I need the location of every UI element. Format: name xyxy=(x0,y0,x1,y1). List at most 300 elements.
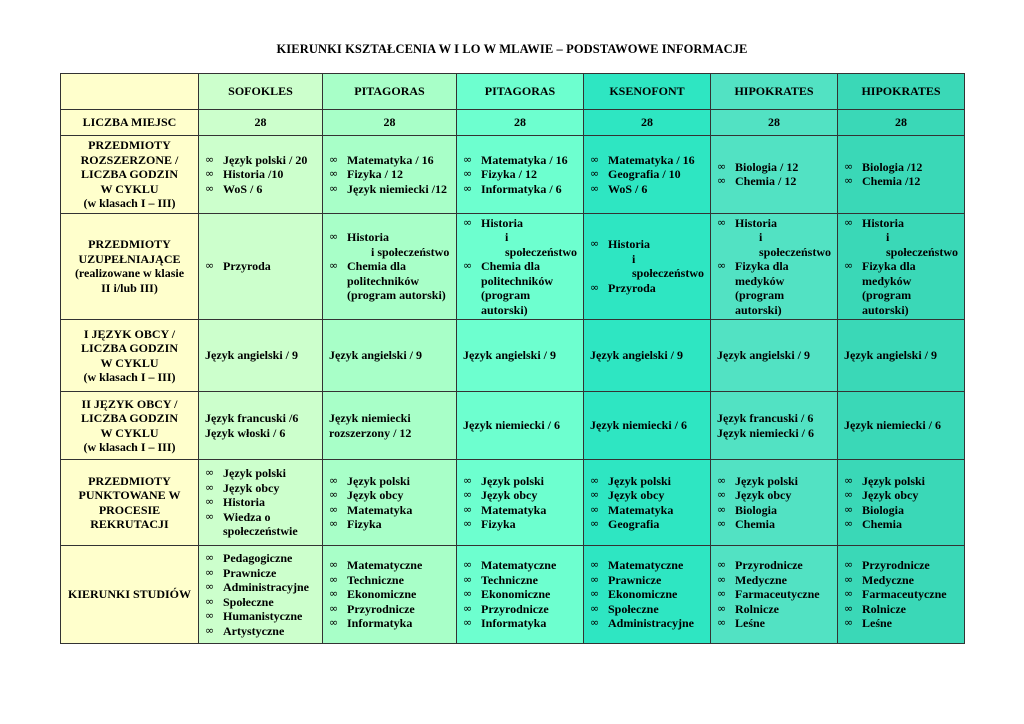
table-cell xyxy=(199,392,323,460)
bullet-icon: ∞ xyxy=(329,152,339,166)
text-line: rozszerzony / 12 xyxy=(329,425,412,440)
bullet-list xyxy=(717,474,831,532)
table-cell xyxy=(323,546,457,644)
list-item xyxy=(463,182,577,197)
bullet-icon: ∞ xyxy=(590,473,600,487)
bullet-icon: ∞ xyxy=(590,558,600,572)
bullet-icon: ∞ xyxy=(329,587,339,601)
list-item xyxy=(590,488,704,503)
bullet-icon: ∞ xyxy=(329,601,339,615)
list-item xyxy=(717,474,831,489)
bullet-icon: ∞ xyxy=(329,473,339,487)
list-item xyxy=(844,587,958,602)
list-item xyxy=(205,510,316,539)
bullet-icon: ∞ xyxy=(717,174,727,188)
bullet-list xyxy=(205,466,316,539)
text-line: Język obcy xyxy=(862,488,919,502)
list-item xyxy=(590,153,704,168)
text-line: Język polski xyxy=(223,466,287,481)
list-item-text: Przyrodnicze xyxy=(862,558,930,573)
list-item xyxy=(205,609,316,624)
text-line: (w klasach I – III) xyxy=(83,196,176,210)
bullet-icon: ∞ xyxy=(205,623,215,637)
table-cell xyxy=(711,546,838,644)
text-line: Język angielski / 9 xyxy=(590,348,684,363)
list-item-text: Pedagogiczne xyxy=(223,551,293,565)
text-line: Język niemiecki / 6 xyxy=(463,418,560,433)
bullet-icon: ∞ xyxy=(717,587,727,601)
text-line: REKRUTACJI xyxy=(90,517,169,531)
bullet-icon: ∞ xyxy=(717,616,727,630)
bullet-list xyxy=(844,474,958,532)
bullet-icon: ∞ xyxy=(329,517,339,530)
text-line: (w klasach I – III) xyxy=(83,370,176,384)
list-item-text: Przyrodnicze xyxy=(735,558,803,573)
bullet-list xyxy=(844,160,958,189)
text-line: Chemia xyxy=(735,517,775,531)
list-item xyxy=(329,616,450,631)
list-item xyxy=(844,602,958,617)
list-item-text: Społeczne xyxy=(608,601,659,616)
bullet-icon: ∞ xyxy=(205,167,215,180)
text-line: Historia xyxy=(862,215,904,230)
list-item-text: Historia /10 xyxy=(223,167,284,181)
list-item xyxy=(590,503,704,518)
bullet-icon: ∞ xyxy=(463,517,473,530)
text-line: PRZEDMIOTY xyxy=(88,473,171,488)
bullet-icon: ∞ xyxy=(590,488,600,501)
list-item xyxy=(463,216,577,260)
table-cell xyxy=(323,136,457,214)
bullet-icon: ∞ xyxy=(463,167,473,180)
list-item-text: Matematyka / 16 xyxy=(481,152,568,167)
bullet-icon: ∞ xyxy=(590,152,600,166)
bullet-icon: ∞ xyxy=(205,259,215,272)
list-item xyxy=(717,602,831,617)
list-item xyxy=(463,259,577,317)
bullet-icon: ∞ xyxy=(590,181,600,195)
bullet-list xyxy=(717,558,831,631)
list-item xyxy=(590,558,704,573)
text-line: społeczeństwie xyxy=(223,524,298,539)
bullet-list xyxy=(590,474,704,532)
bullet-list xyxy=(463,474,577,532)
bullet-icon: ∞ xyxy=(590,601,600,615)
table-cell xyxy=(711,136,838,214)
column-header: HIPOKRATES xyxy=(711,74,838,110)
list-item xyxy=(205,595,316,610)
list-item xyxy=(590,281,704,296)
row-kierunki xyxy=(61,546,965,644)
text-line: PROCESIE xyxy=(98,502,161,517)
list-item xyxy=(590,616,704,631)
table-cell xyxy=(584,213,711,320)
text-line: Język angielski / 9 xyxy=(844,348,938,363)
text-line: Język niemiecki / 6 xyxy=(717,425,814,440)
list-item xyxy=(329,488,450,503)
list-item-text: Informatyka xyxy=(347,616,413,631)
bullet-icon: ∞ xyxy=(463,587,473,601)
list-item-text: Techniczne xyxy=(481,572,538,587)
text-line: Język polski xyxy=(735,473,799,488)
list-item xyxy=(717,503,831,518)
bullet-icon: ∞ xyxy=(590,572,600,586)
text-line: medyków xyxy=(735,273,785,288)
bullet-icon: ∞ xyxy=(205,551,215,564)
bullet-icon: ∞ xyxy=(205,152,215,166)
bullet-icon: ∞ xyxy=(329,616,339,630)
text-line: LICZBA GODZIN xyxy=(80,411,179,425)
list-item-text: Matematyka / 16 xyxy=(347,152,434,167)
bullet-icon: ∞ xyxy=(463,215,473,229)
text-line: politechników xyxy=(347,273,420,288)
list-item xyxy=(717,174,831,189)
header-row xyxy=(61,74,965,110)
table-cell: 28 xyxy=(584,110,711,136)
list-item-text: Prawnicze xyxy=(608,572,662,587)
list-item xyxy=(844,616,958,631)
row-label xyxy=(61,320,199,392)
list-item-text: Matematyczne xyxy=(347,558,423,573)
table-cell: 28 xyxy=(838,110,965,136)
row-uzupelniajace xyxy=(61,213,965,320)
list-item-text: Ekonomiczne xyxy=(347,587,417,602)
row-label: LICZBA MIEJSC xyxy=(61,110,199,136)
text-line: Język angielski / 9 xyxy=(205,348,299,363)
table-cell xyxy=(457,546,584,644)
text-line: Język angielski / 9 xyxy=(463,348,557,363)
list-item xyxy=(590,587,704,602)
text-line: Fizyka dla xyxy=(735,259,789,273)
bullet-list xyxy=(329,558,450,631)
bullet-icon: ∞ xyxy=(205,565,215,579)
list-item xyxy=(844,259,958,317)
bullet-icon: ∞ xyxy=(717,488,727,501)
list-item-text: Informatyka / 6 xyxy=(481,181,562,196)
list-item xyxy=(329,587,450,602)
row-liczba-miejsc xyxy=(61,110,965,136)
table-cell: 28 xyxy=(711,110,838,136)
text-line: Język włoski / 6 xyxy=(205,425,286,440)
text-line: autorski) xyxy=(862,302,909,317)
table-cell xyxy=(199,546,323,644)
bullet-icon: ∞ xyxy=(590,517,600,530)
text-line: Historia xyxy=(223,495,265,510)
list-item xyxy=(329,602,450,617)
bullet-list xyxy=(205,153,316,197)
text-line: Matematyka xyxy=(347,502,413,517)
list-item xyxy=(717,616,831,631)
table-cell: 28 xyxy=(199,110,323,136)
table-cell xyxy=(584,392,711,460)
list-item xyxy=(590,474,704,489)
bullet-icon: ∞ xyxy=(717,558,727,572)
list-item xyxy=(329,503,450,518)
row-punktowane xyxy=(61,460,965,546)
table-cell xyxy=(838,460,965,546)
list-item xyxy=(463,503,577,518)
list-item-text: Artystyczne xyxy=(223,623,285,638)
list-item-text: Fizyka / 12 xyxy=(347,167,403,181)
text-line: (realizowane w klasie xyxy=(74,266,185,281)
bullet-icon: ∞ xyxy=(329,259,339,272)
text-line: Język obcy xyxy=(347,488,404,502)
table-cell xyxy=(323,392,457,460)
list-item xyxy=(205,624,316,639)
text-line: i społeczeństwo xyxy=(371,244,450,259)
bullet-icon: ∞ xyxy=(463,558,473,572)
column-header: HIPOKRATES xyxy=(838,74,965,110)
bullet-icon: ∞ xyxy=(329,230,339,243)
list-item xyxy=(844,488,958,503)
list-item xyxy=(329,167,450,182)
list-item-text: Rolnicze xyxy=(735,601,779,616)
list-item-text: Język niemiecki /12 xyxy=(347,181,447,196)
text-line: (program xyxy=(735,288,785,302)
page-title: KIERUNKI KSZTAŁCENIA W I LO W MLAWIE – PODSTAWOWE INFORMACJE xyxy=(276,42,748,56)
list-item xyxy=(590,182,704,197)
bullet-icon: ∞ xyxy=(205,466,215,480)
table-cell xyxy=(199,460,323,546)
table-cell xyxy=(457,392,584,460)
list-item xyxy=(590,237,704,281)
column-header: PITAGORAS xyxy=(323,74,457,110)
text-line: Biologia xyxy=(735,502,778,517)
list-item xyxy=(844,474,958,489)
list-item xyxy=(590,573,704,588)
list-item xyxy=(329,230,450,259)
table-cell xyxy=(711,392,838,460)
text-line: LICZBA GODZIN xyxy=(80,167,179,181)
bullet-icon: ∞ xyxy=(844,215,854,229)
bullet-icon: ∞ xyxy=(463,601,473,615)
bullet-list xyxy=(463,216,577,318)
text-line: Historia xyxy=(608,237,650,252)
text-line: Chemia dla xyxy=(481,259,541,273)
text-line: Matematyka xyxy=(608,502,674,517)
bullet-icon: ∞ xyxy=(205,495,215,509)
list-item-text: Geografia / 10 xyxy=(608,167,681,181)
bullet-list xyxy=(590,558,704,631)
bullet-list xyxy=(205,259,316,274)
text-line: Język obcy xyxy=(481,488,538,502)
list-item xyxy=(844,174,958,189)
list-item xyxy=(590,167,704,182)
list-item-text: Farmaceutyczne xyxy=(735,587,820,602)
list-item-text: Rolnicze xyxy=(862,601,906,616)
table-cell xyxy=(838,136,965,214)
bullet-icon: ∞ xyxy=(463,502,473,516)
list-item xyxy=(463,602,577,617)
list-item xyxy=(329,259,450,303)
table-cell xyxy=(838,320,965,392)
list-item-text: Ekonomiczne xyxy=(481,587,551,602)
bullet-icon: ∞ xyxy=(717,259,727,272)
list-item xyxy=(329,474,450,489)
list-item-text: Biologia /12 xyxy=(862,159,923,174)
text-line: Język angielski / 9 xyxy=(717,348,811,363)
bullet-icon: ∞ xyxy=(463,152,473,166)
bullet-icon: ∞ xyxy=(329,167,339,180)
list-item xyxy=(329,153,450,168)
list-item xyxy=(463,587,577,602)
bullet-icon: ∞ xyxy=(205,181,215,195)
bullet-icon: ∞ xyxy=(463,259,473,272)
row-jezyk-obcy-2 xyxy=(61,392,965,460)
row-label xyxy=(61,213,199,320)
list-item xyxy=(717,488,831,503)
bullet-icon: ∞ xyxy=(717,572,727,586)
list-item xyxy=(717,587,831,602)
bullet-icon: ∞ xyxy=(844,488,854,501)
list-item-text: Techniczne xyxy=(347,572,404,587)
list-item-text: WoS / 6 xyxy=(223,181,263,196)
bullet-list xyxy=(329,474,450,532)
text-line: PUNKTOWANE W xyxy=(78,488,181,502)
bullet-icon: ∞ xyxy=(329,502,339,516)
list-item-text: Biologia / 12 xyxy=(735,159,799,174)
list-item xyxy=(205,153,316,168)
text-line: LICZBA GODZIN xyxy=(80,341,179,355)
bullet-list xyxy=(463,558,577,631)
text-line: W CYKLU xyxy=(100,425,159,440)
text-line: ROZSZERZONE / xyxy=(80,152,179,167)
text-line: Przyroda xyxy=(223,259,271,273)
corner-cell xyxy=(61,74,199,110)
text-line: Przyroda xyxy=(608,280,656,295)
text-line: Język obcy xyxy=(735,488,792,502)
list-item-text: Farmaceutyczne xyxy=(862,587,947,602)
text-line: II i/lub III) xyxy=(101,280,158,295)
bullet-icon: ∞ xyxy=(844,601,854,615)
list-item-text: Język polski / 20 xyxy=(223,152,308,167)
table-cell xyxy=(838,546,965,644)
bullet-icon: ∞ xyxy=(844,587,854,601)
column-header: PITAGORAS xyxy=(457,74,584,110)
text-line: Fizyka xyxy=(481,517,516,531)
list-item xyxy=(844,573,958,588)
bullet-icon: ∞ xyxy=(717,215,727,229)
list-item xyxy=(844,160,958,175)
text-line: autorski) xyxy=(481,302,528,317)
bullet-icon: ∞ xyxy=(463,616,473,630)
list-item xyxy=(329,573,450,588)
list-item-text: Chemia / 12 xyxy=(735,174,797,189)
bullet-icon: ∞ xyxy=(844,473,854,487)
text-line: politechników xyxy=(481,273,554,288)
list-item-text: Administracyjne xyxy=(608,616,694,631)
table-cell xyxy=(584,320,711,392)
bullet-icon: ∞ xyxy=(590,502,600,516)
list-item xyxy=(590,517,704,532)
list-item xyxy=(329,558,450,573)
list-item-text: Matematyczne xyxy=(481,558,557,573)
text-line: W CYKLU xyxy=(100,181,159,196)
list-item xyxy=(844,558,958,573)
row-label: KIERUNKI STUDIÓW xyxy=(61,546,199,644)
text-line: (w klasach I – III) xyxy=(83,440,176,454)
bullet-icon: ∞ xyxy=(329,572,339,586)
list-item xyxy=(590,602,704,617)
text-line: Język obcy xyxy=(608,488,665,502)
bullet-list xyxy=(329,153,450,197)
bullet-list xyxy=(463,153,577,197)
bullet-icon: ∞ xyxy=(329,181,339,195)
column-header: KSENOFONT xyxy=(584,74,711,110)
list-item-text: Matematyka / 16 xyxy=(608,152,695,167)
text-line: Język polski xyxy=(481,473,545,488)
text-line: Chemia xyxy=(862,517,902,531)
row-jezyk-obcy-1 xyxy=(61,320,965,392)
list-item xyxy=(717,216,831,260)
text-line: i społeczeństwo xyxy=(505,230,577,259)
table-cell xyxy=(838,213,965,320)
bullet-icon: ∞ xyxy=(844,616,854,630)
bullet-list xyxy=(717,216,831,318)
list-item xyxy=(717,517,831,532)
text-line: autorski) xyxy=(735,302,782,317)
list-item xyxy=(463,167,577,182)
table-cell xyxy=(323,460,457,546)
list-item xyxy=(205,259,316,274)
bullet-icon: ∞ xyxy=(205,609,215,622)
bullet-icon: ∞ xyxy=(717,502,727,516)
list-item-text: Prawnicze xyxy=(223,565,277,580)
list-item xyxy=(205,481,316,496)
list-item xyxy=(844,216,958,260)
list-item-text: Humanistyczne xyxy=(223,609,303,623)
bullet-icon: ∞ xyxy=(844,558,854,572)
list-item-text: Ekonomiczne xyxy=(608,587,678,602)
table-cell xyxy=(323,213,457,320)
table-cell xyxy=(323,320,457,392)
list-item xyxy=(463,558,577,573)
bullet-icon: ∞ xyxy=(205,480,215,494)
text-line: Historia xyxy=(735,215,777,230)
bullet-icon: ∞ xyxy=(205,580,215,593)
text-line: Język francuski /6 xyxy=(205,411,299,425)
text-line: Geografia xyxy=(608,517,660,531)
bullet-icon: ∞ xyxy=(329,558,339,572)
text-line: Fizyka dla xyxy=(862,259,916,273)
text-line: Język niemiecki / 6 xyxy=(844,418,941,433)
table-cell xyxy=(457,320,584,392)
list-item-text: Leśne xyxy=(735,616,765,631)
list-item xyxy=(205,551,316,566)
text-line: i społeczeństwo xyxy=(632,251,704,281)
text-line: Biologia xyxy=(862,502,905,517)
table-cell xyxy=(838,392,965,460)
bullet-icon: ∞ xyxy=(844,502,854,516)
list-item-text: Informatyka xyxy=(481,616,547,631)
bullet-icon: ∞ xyxy=(717,601,727,615)
list-item-text: Przyrodnicze xyxy=(481,601,549,616)
text-line: Matematyka xyxy=(481,502,547,517)
list-item xyxy=(717,573,831,588)
bullet-list xyxy=(844,216,958,318)
table-cell: 28 xyxy=(323,110,457,136)
list-item-text: Medyczne xyxy=(862,572,914,587)
text-line: (program autorski) xyxy=(347,288,446,302)
text-line: Historia xyxy=(347,230,389,244)
row-label xyxy=(61,392,199,460)
table-cell xyxy=(457,460,584,546)
text-line: Język obcy xyxy=(223,480,280,495)
text-line: Język niemiecki xyxy=(329,411,411,425)
text-line: II JĘZYK OBCY / xyxy=(81,396,178,411)
list-item xyxy=(205,580,316,595)
bullet-list xyxy=(329,230,450,303)
